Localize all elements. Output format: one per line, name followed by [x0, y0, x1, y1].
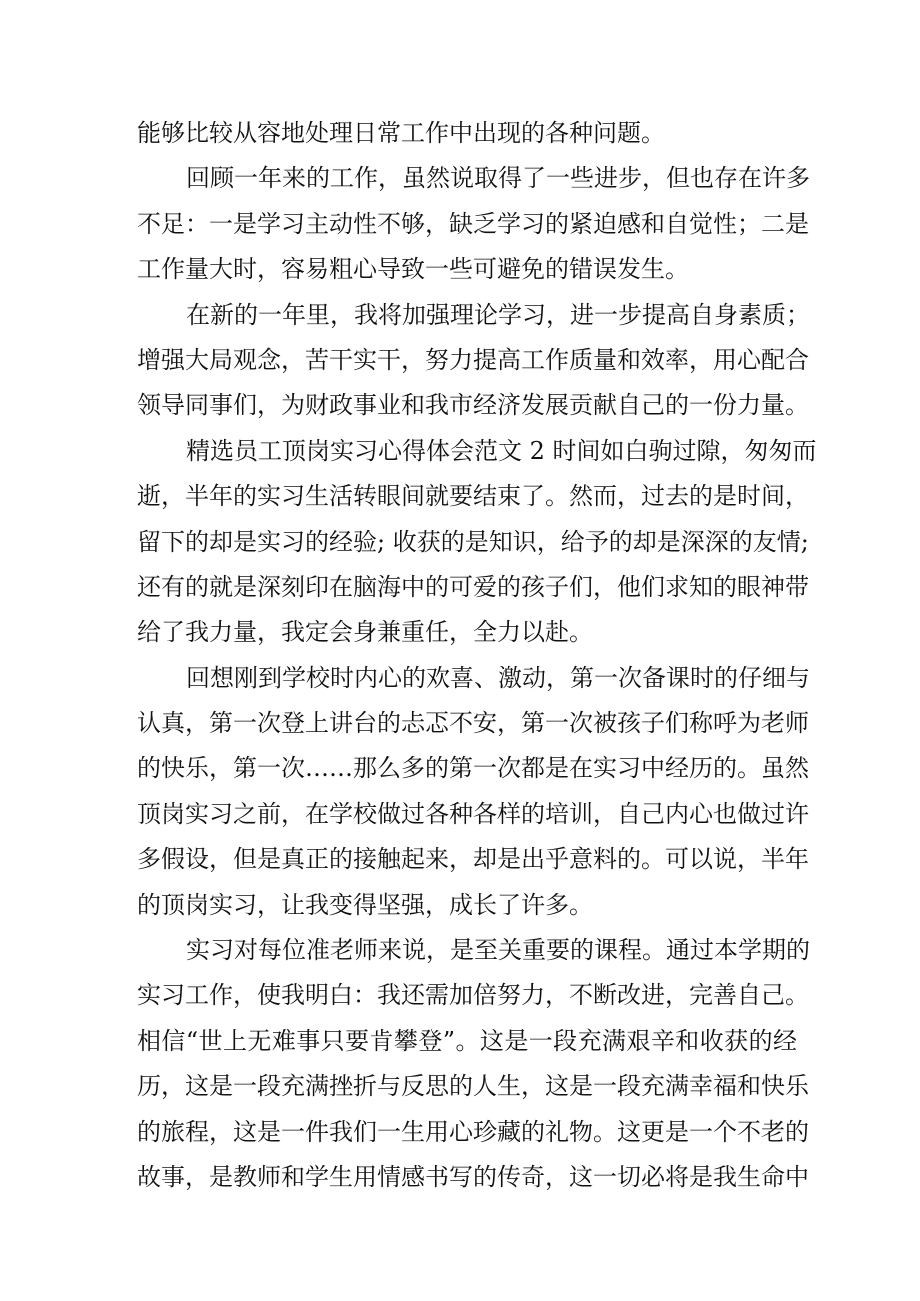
- paragraph-line: 留下的却是实习的经验; 收获的是知识，给予的却是深深的友情;: [137, 527, 809, 556]
- paragraph-line: 在新的一年里，我将加强理论学习，进一步提高自身素质；: [186, 300, 810, 329]
- paragraph-line: 回顾一年来的工作，虽然说取得了一些进步，但也存在许多: [186, 164, 810, 193]
- document-body: [137, 111, 817, 1200]
- paragraph-line: 不足：一是学习主动性不够，缺乏学习的紧迫感和自觉性；二是: [137, 209, 809, 238]
- paragraph-line: 的顶岗实习，让我变得坚强，成长了许多。: [137, 890, 593, 919]
- paragraph-line: 逝，半年的实习生活转眼间就要结束了。然而，过去的是时间，: [137, 482, 809, 511]
- paragraph-line: 增强大局观念，苦干实干，努力提高工作质量和效率，用心配合: [137, 345, 809, 374]
- paragraph-line: 实习对每位准老师来说，是至关重要的课程。通过本学期的: [186, 936, 810, 965]
- paragraph-line: 历，这是一段充满挫折与反思的人生，这是一段充满幸福和快乐: [137, 1072, 809, 1101]
- paragraph-line: 相信“世上无难事只要肯攀登”。这是一段充满艰辛和收获的经: [137, 1026, 797, 1055]
- paragraph-line: 领导同事们，为财政事业和我市经济发展贡献自己的一份力量。: [137, 391, 809, 420]
- paragraph-line: 给了我力量，我定会身兼重任，全力以赴。: [137, 618, 593, 647]
- paragraph-line: 的快乐，第一次……那么多的第一次都是在实习中经历的。虽然: [137, 754, 809, 783]
- paragraph-line: 还有的就是深刻印在脑海中的可爱的孩子们，他们求知的眼神带: [137, 572, 809, 601]
- paragraph-line: 多假设，但是真正的接触起来，却是出乎意料的。可以说，半年: [137, 845, 809, 874]
- paragraph-line: 认真，第一次登上讲台的忐忑不安，第一次被孩子们称呼为老师: [137, 709, 809, 738]
- paragraph-line: 实习工作，使我明白：我还需加倍努力，不断改进，完善自己。: [137, 981, 809, 1010]
- paragraph-line: 能够比较从容地处理日常工作中出现的各种问题。: [137, 119, 665, 147]
- paragraph-line: 故事，是教师和学生用情感书写的传奇，这一切必将是我生命中: [137, 1162, 809, 1191]
- paragraph-line: 顶岗实习之前，在学校做过各种各样的培训，自己内心也做过许: [137, 799, 809, 828]
- paragraph-line: 精选员工顶岗实习心得体会范文 2 时间如白驹过隙，匆匆而: [186, 436, 817, 465]
- paragraph-line: 的旅程，这是一件我们一生用心珍藏的礼物。这更是一个不老的: [137, 1117, 809, 1146]
- paragraph-line: 工作量大时，容易粗心导致一些可避免的错误发生。: [137, 255, 689, 284]
- paragraph-line: 回想刚到学校时内心的欢喜、激动，第一次备课时的仔细与: [186, 663, 810, 692]
